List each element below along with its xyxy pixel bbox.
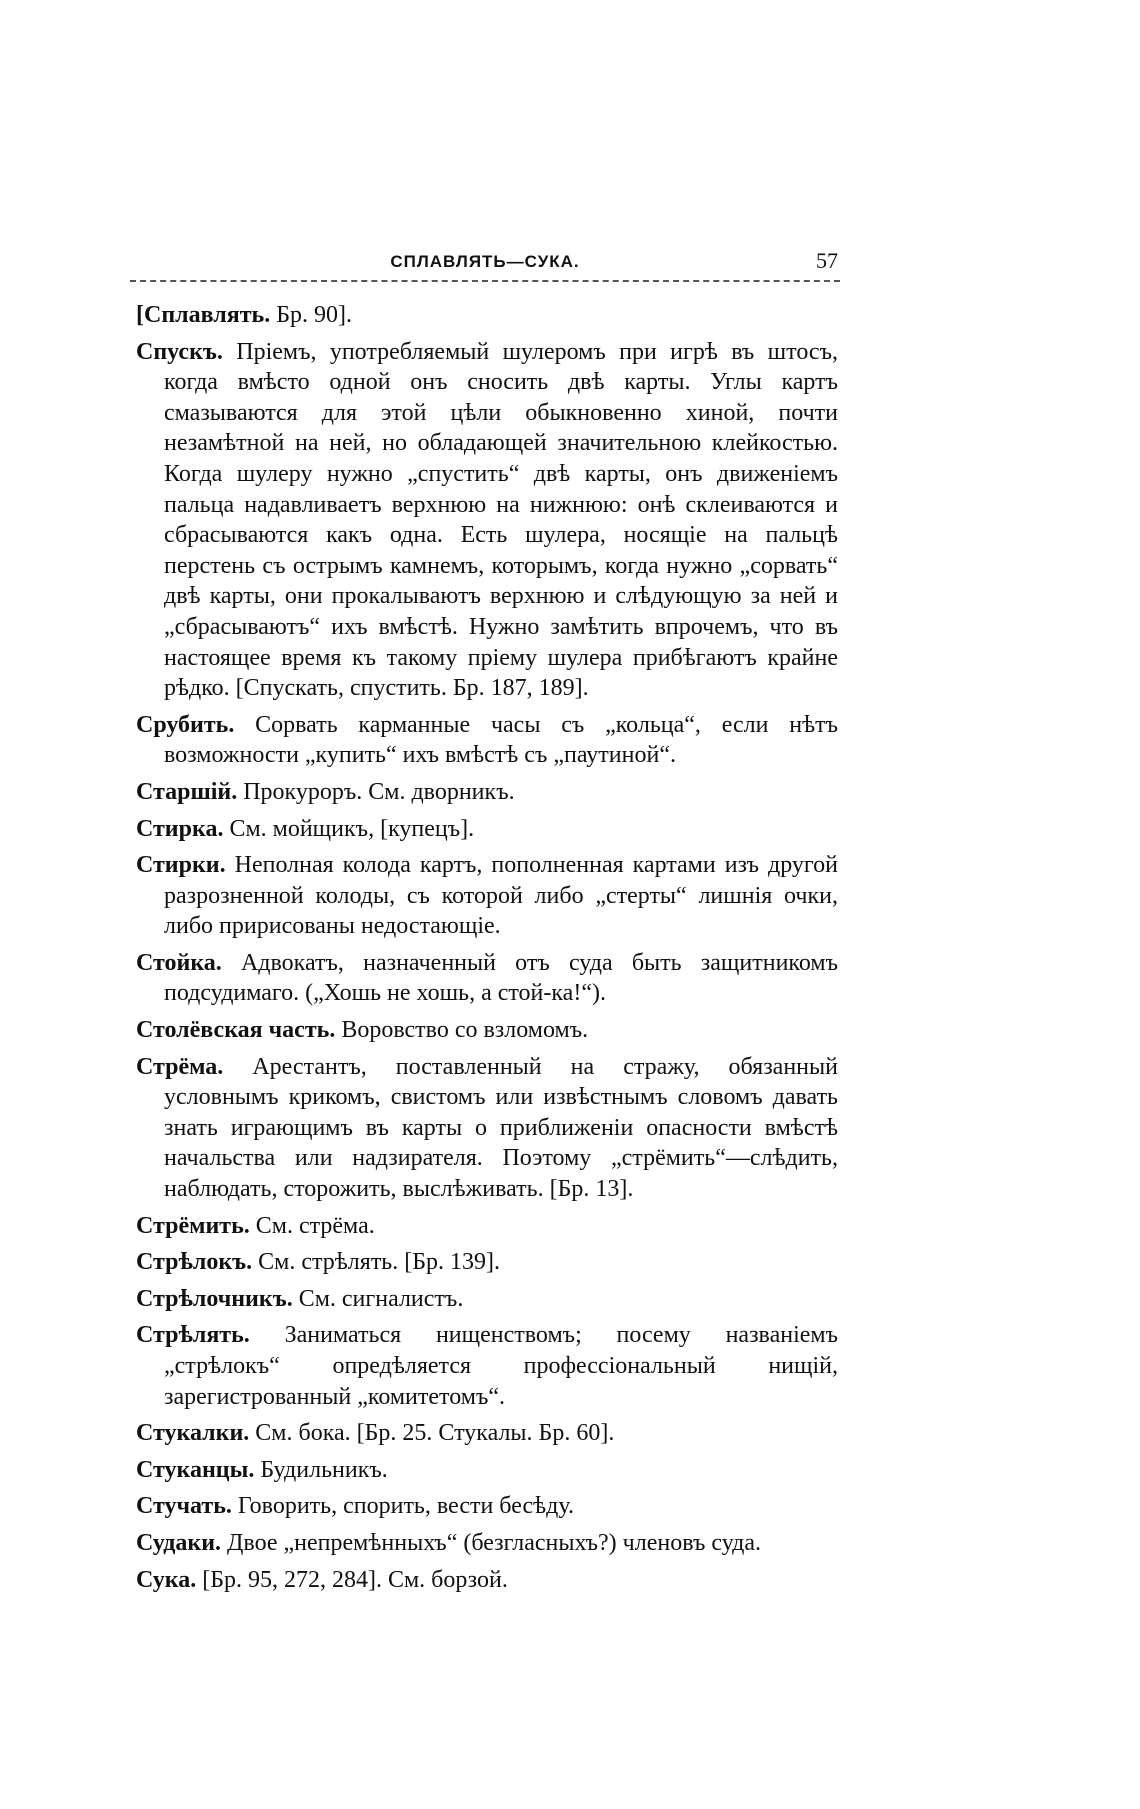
- entry-headword: Старшій.: [136, 778, 238, 805]
- entry-headword: Стирка.: [136, 815, 224, 842]
- dictionary-entry: [136, 777, 838, 808]
- entry-headword: Стойка.: [136, 949, 222, 976]
- entry-headword: Спускъ.: [136, 338, 223, 365]
- entry-headword: Столёвская часть.: [136, 1017, 336, 1044]
- entry-text: Двое „непремѣнныхъ“ (безгласныхъ?) членовъ суда.: [221, 1529, 762, 1556]
- entry-text: См. мойщикъ, [купецъ].: [223, 815, 475, 842]
- entry-headword: Стрёмить.: [136, 1212, 250, 1239]
- dictionary-entries: [136, 300, 838, 1601]
- entry-headword: Стрѣлять.: [136, 1322, 250, 1349]
- dictionary-entry: [136, 1320, 838, 1412]
- dictionary-entry: [136, 1455, 838, 1486]
- dictionary-entry: [136, 814, 838, 845]
- entry-text: Воровство со взломомъ.: [335, 1017, 589, 1044]
- entry-text: См. бока. [Бр. 25. Стукалы. Бр. 60].: [249, 1420, 615, 1447]
- dictionary-entry: [136, 1418, 838, 1449]
- dictionary-entry: [136, 1284, 838, 1315]
- dictionary-entry: [136, 1565, 838, 1596]
- entry-text: Заниматься нищенствомъ; посему названіемъ „стрѣлокъ“ опредѣляется профессіональный нищій, зарегистрованный „комитетомъ“.: [164, 1322, 838, 1410]
- entry-headword: Судаки.: [136, 1529, 222, 1556]
- dictionary-entry: [136, 1052, 838, 1205]
- dictionary-entry: [136, 300, 838, 331]
- entry-text: Пріемъ, употребляемый шулеромъ при игрѣ въ штосъ, когда вмѣсто одной онъ сносить двѣ карты. Углы картъ смазываются для этой цѣли обыкновенно хиной, почти незамѣтной на ней, но обладающей значительною клейкостью. Когда шулеру нужно „спустить“ двѣ карты, онъ движеніемъ пальца надавливаетъ верхнюю на нижнюю: онѣ склеиваются и сбрасываются какъ одна. Есть шулера, носящіе на пальцѣ перстень съ острымъ камнемъ, которымъ, когда нужно „сорвать“ двѣ карты, они прокалываютъ верхнюю и слѣдующую за ней и „сбрасываютъ“ ихъ вмѣстѣ. Нужно замѣтить впрочемъ, что въ настоящее время къ такому пріему шулера прибѣгаютъ крайне рѣдко. [Спускать, спустить. Бр. 187, 189].: [164, 338, 838, 702]
- page-header: [130, 246, 840, 282]
- entry-headword: Срубить.: [136, 711, 235, 738]
- dictionary-entry: [136, 710, 838, 771]
- entry-text: Будильникъ.: [254, 1456, 388, 1483]
- entry-text: [Бр. 95, 272, 284]. См. борзой.: [196, 1566, 508, 1593]
- entry-text: Говорить, спорить, вести бесѣду.: [231, 1493, 574, 1520]
- dictionary-entry: [136, 1211, 838, 1242]
- entry-headword: [Сплавлять.: [136, 302, 271, 328]
- entry-text: Сорвать карманные часы съ „кольца“, если нѣтъ возможности „купить“ ихъ вмѣстѣ съ „паутиной“.: [164, 711, 838, 769]
- page-number: 57: [816, 248, 838, 273]
- dictionary-entry: [136, 337, 838, 704]
- entry-headword: Стрѣлочникъ.: [136, 1285, 293, 1312]
- entry-headword: Стрѣлокъ.: [136, 1249, 253, 1276]
- entry-text: Адвокатъ, назначенный отъ суда быть защитникомъ подсудимаго. („Хошь не хошь, а стой-ка!“).: [164, 949, 838, 1007]
- entry-headword: Стучать.: [136, 1493, 232, 1520]
- entry-text: См. стрёма.: [249, 1212, 375, 1239]
- dictionary-entry: [136, 1015, 838, 1046]
- dictionary-entry: [136, 1247, 838, 1278]
- entry-text: Прокуроръ. См. дворникъ.: [237, 778, 515, 805]
- entry-headword: Стуканцы.: [136, 1456, 255, 1483]
- dictionary-entry: [136, 850, 838, 942]
- entry-headword: Стирки.: [136, 852, 226, 879]
- running-title: СПЛАВЛЯТЬ—СУКА.: [390, 252, 580, 271]
- dictionary-entry: [136, 1491, 838, 1522]
- entry-text: См. стрѣлять. [Бр. 139].: [252, 1249, 501, 1276]
- entry-text: Арестантъ, поставленный на стражу, обязанный условнымъ крикомъ, свистомъ или извѣстнымъ словомъ давать знать играющимъ въ карты о приближеніи опасности вмѣстѣ начальства или надзирателя. Поэтому „стрёмить“—слѣдить, наблюдать, сторожить, выслѣживать. [Бр. 13].: [164, 1053, 838, 1203]
- dictionary-entry: [136, 1528, 838, 1559]
- dictionary-entry: [136, 948, 838, 1009]
- entry-headword: Стукалки.: [136, 1420, 250, 1447]
- entry-text: Неполная колода картъ, пополненная картами изъ другой разрозненной колоды, съ которой либо „стерты“ лишнія очки, либо пририсованы недостающіе.: [164, 852, 838, 940]
- entry-text: См. сигналистъ.: [292, 1285, 464, 1312]
- entry-headword: Стрёма.: [136, 1053, 224, 1080]
- entry-text: Бр. 90].: [270, 302, 352, 328]
- entry-headword: Сука.: [136, 1566, 197, 1593]
